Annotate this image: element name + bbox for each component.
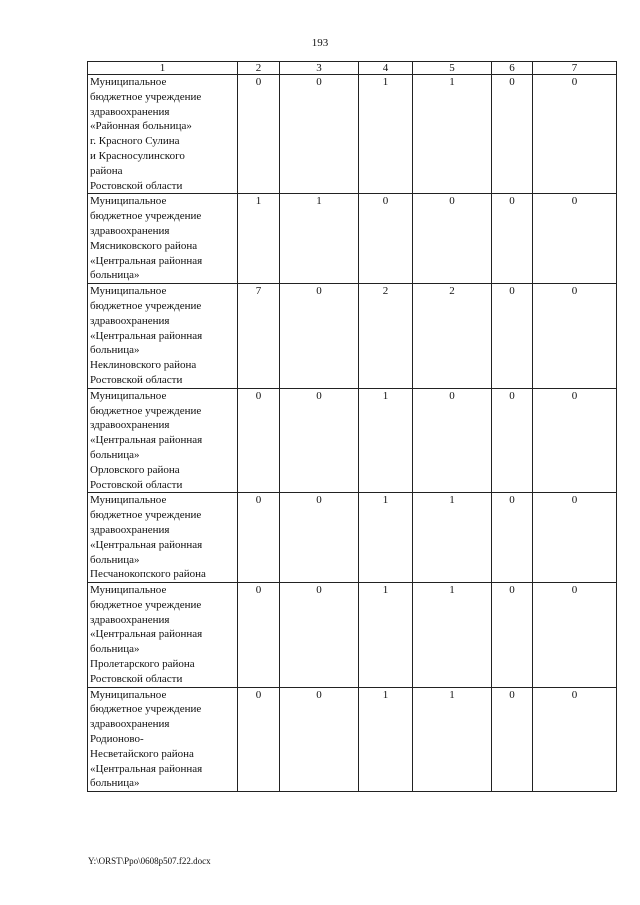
- value-cell: 0: [533, 493, 617, 583]
- table-row: [88, 75, 617, 194]
- value-cell: 0: [492, 687, 533, 792]
- value-cell: 0: [492, 388, 533, 493]
- value-cell: 1: [359, 75, 413, 194]
- value-cell: 0: [238, 388, 280, 493]
- value-cell: 0: [238, 493, 280, 583]
- table-row: [88, 493, 617, 583]
- institution-name-line: больница»: [90, 553, 140, 566]
- institution-name-line: г. Красного Сулина: [90, 135, 180, 148]
- institution-name-line: бюджетное учреждение: [90, 404, 202, 417]
- institution-name-cell: [88, 493, 238, 583]
- institution-name-line: Пролетарского района: [90, 658, 195, 671]
- institution-name-line: «Центральная районная: [90, 254, 203, 267]
- institution-name-cell: [88, 388, 238, 493]
- institution-name-line: района: [90, 164, 123, 177]
- table-row: [88, 284, 617, 389]
- institution-name-line: Орловского района: [90, 463, 180, 476]
- institution-name-line: и Красносулинского: [90, 149, 185, 162]
- institution-name-line: больница»: [90, 448, 140, 461]
- value-cell: 0: [492, 493, 533, 583]
- institution-name-line: Муниципальное: [90, 285, 167, 298]
- institution-name-line: Родионово-: [90, 733, 144, 746]
- value-cell: 1: [359, 687, 413, 792]
- value-cell: 1: [359, 493, 413, 583]
- institution-name-line: бюджетное учреждение: [90, 509, 202, 522]
- institution-name-line: «Центральная районная: [90, 538, 203, 551]
- value-cell: 1: [359, 583, 413, 688]
- institution-name-line: здравоохранения: [90, 105, 170, 118]
- institution-name-line: здравоохранения: [90, 224, 170, 237]
- institution-name-line: больница»: [90, 643, 140, 656]
- column-header: 3: [280, 62, 359, 75]
- institution-name-line: Муниципальное: [90, 688, 167, 701]
- column-header: 4: [359, 62, 413, 75]
- institution-name-line: «Районная больница»: [90, 120, 192, 133]
- institution-name-line: «Центральная районная: [90, 329, 203, 342]
- table-row: [88, 687, 617, 792]
- institution-name-line: здравоохранения: [90, 419, 170, 432]
- institution-name-line: Ростовской области: [90, 179, 183, 192]
- table-row: [88, 583, 617, 688]
- data-table: [87, 61, 617, 792]
- value-cell: 0: [533, 388, 617, 493]
- value-cell: 0: [359, 194, 413, 284]
- value-cell: 2: [413, 284, 492, 389]
- value-cell: 0: [280, 388, 359, 493]
- value-cell: 0: [533, 284, 617, 389]
- institution-name-line: Ростовской области: [90, 373, 183, 386]
- institution-name-line: «Центральная районная: [90, 762, 203, 775]
- institution-name-line: Муниципальное: [90, 389, 167, 402]
- value-cell: 0: [413, 388, 492, 493]
- institution-name-line: здравоохранения: [90, 523, 170, 536]
- value-cell: 0: [533, 75, 617, 194]
- value-cell: 1: [413, 687, 492, 792]
- value-cell: 0: [238, 687, 280, 792]
- institution-name-cell: [88, 583, 238, 688]
- institution-name-line: больница»: [90, 344, 140, 357]
- institution-name-line: бюджетное учреждение: [90, 90, 202, 103]
- page-number: 193: [311, 37, 329, 49]
- institution-name-line: Неклиновского района: [90, 359, 197, 372]
- value-cell: 0: [238, 583, 280, 688]
- value-cell: 7: [238, 284, 280, 389]
- value-cell: 1: [413, 75, 492, 194]
- institution-name-line: Ростовской области: [90, 478, 183, 491]
- table-body: [88, 62, 617, 792]
- institution-name-line: Мясниковского района: [90, 239, 198, 252]
- institution-name-cell: [88, 284, 238, 389]
- column-header: 7: [533, 62, 617, 75]
- value-cell: 0: [280, 687, 359, 792]
- value-cell: 0: [238, 75, 280, 194]
- institution-name-line: Муниципальное: [90, 76, 167, 88]
- value-cell: 1: [280, 194, 359, 284]
- value-cell: 0: [413, 194, 492, 284]
- institution-name-line: бюджетное учреждение: [90, 210, 202, 223]
- column-header: 2: [238, 62, 280, 75]
- institution-name-cell: [88, 687, 238, 792]
- value-cell: 1: [238, 194, 280, 284]
- institution-name-cell: [88, 75, 238, 194]
- value-cell: 0: [280, 75, 359, 194]
- institution-name-line: бюджетное учреждение: [90, 703, 202, 716]
- institution-name-line: Ростовской области: [90, 672, 183, 685]
- institution-name-line: здравоохранения: [90, 314, 170, 327]
- value-cell: 0: [280, 284, 359, 389]
- institution-name-line: бюджетное учреждение: [90, 598, 202, 611]
- institution-name-line: больница»: [90, 777, 140, 790]
- value-cell: 1: [413, 583, 492, 688]
- value-cell: 0: [492, 583, 533, 688]
- institution-name-line: Несветайского района: [90, 747, 194, 760]
- institution-name-line: бюджетное учреждение: [90, 299, 202, 312]
- value-cell: 0: [533, 194, 617, 284]
- value-cell: 0: [533, 583, 617, 688]
- institution-name-line: Муниципальное: [90, 494, 167, 507]
- value-cell: 0: [492, 194, 533, 284]
- institution-name-cell: [88, 194, 238, 284]
- institution-name-line: больница»: [90, 269, 140, 282]
- value-cell: 0: [280, 583, 359, 688]
- column-header: 6: [492, 62, 533, 75]
- footer-file-path: Y:\ORST\Ppo\0608p507.f22.docx: [88, 856, 211, 866]
- value-cell: 1: [359, 388, 413, 493]
- value-cell: 1: [413, 493, 492, 583]
- value-cell: 2: [359, 284, 413, 389]
- table-row: [88, 388, 617, 493]
- value-cell: 0: [492, 75, 533, 194]
- institution-name-line: здравоохранения: [90, 613, 170, 626]
- institution-name-line: Муниципальное: [90, 195, 167, 208]
- column-header: 1: [88, 62, 238, 75]
- value-cell: 0: [492, 284, 533, 389]
- institution-name-line: «Центральная районная: [90, 628, 203, 641]
- institution-name-line: Муниципальное: [90, 584, 167, 597]
- institution-name-line: Песчанокопского района: [90, 568, 206, 581]
- value-cell: 0: [280, 493, 359, 583]
- table-row: [88, 194, 617, 284]
- column-header: 5: [413, 62, 492, 75]
- header-row: [88, 62, 617, 75]
- value-cell: 0: [533, 687, 617, 792]
- institution-name-line: «Центральная районная: [90, 434, 203, 447]
- institution-name-line: здравоохранения: [90, 718, 170, 731]
